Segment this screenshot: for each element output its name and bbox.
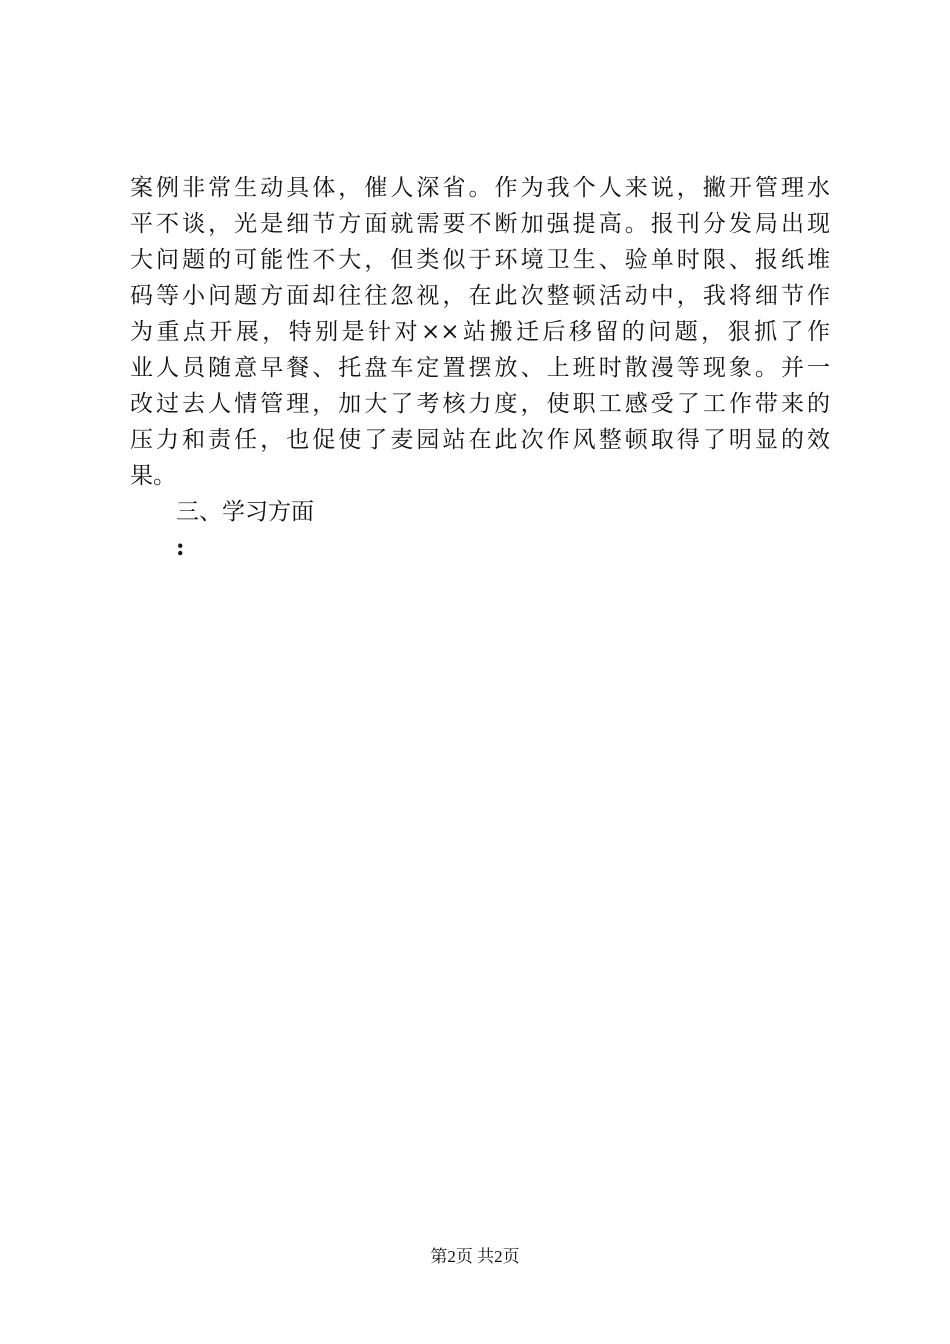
paragraph-line: 案例非常生动具体，催人深省。作为我个人来说，撇开管理水 (130, 175, 830, 201)
paragraph-line: 压力和责任，也促使了麦园站在此次作风整顿取得了明显的效 (130, 427, 830, 453)
paragraph-line: 平不谈，光是细节方面就需要不断加强提高。报刊分发局出现 (130, 211, 830, 237)
paragraph-line: 业人员随意早餐、托盘车定置摆放、上班时散漫等现象。并一 (130, 355, 830, 381)
paragraph-line: 为重点开展，特别是针对××站搬迁后移留的问题，狠抓了作 (130, 319, 830, 345)
body-text (130, 170, 830, 566)
paragraph-line: 果。 (130, 463, 176, 489)
section-heading: 三、学习方面 (176, 499, 314, 525)
page-footer: 第2页 共2页 (430, 1247, 520, 1266)
paragraph-line: 码等小问题方面却往往忽视，在此次整顿活动中，我将细节作 (130, 283, 830, 309)
paragraph-line: 改过去人情管理，加大了考核力度，使职工感受了工作带来的 (130, 391, 830, 417)
paragraph-line: 大问题的可能性不大，但类似于环境卫生、验单时限、报纸堆 (130, 247, 830, 273)
colon-mark: : (176, 534, 185, 561)
